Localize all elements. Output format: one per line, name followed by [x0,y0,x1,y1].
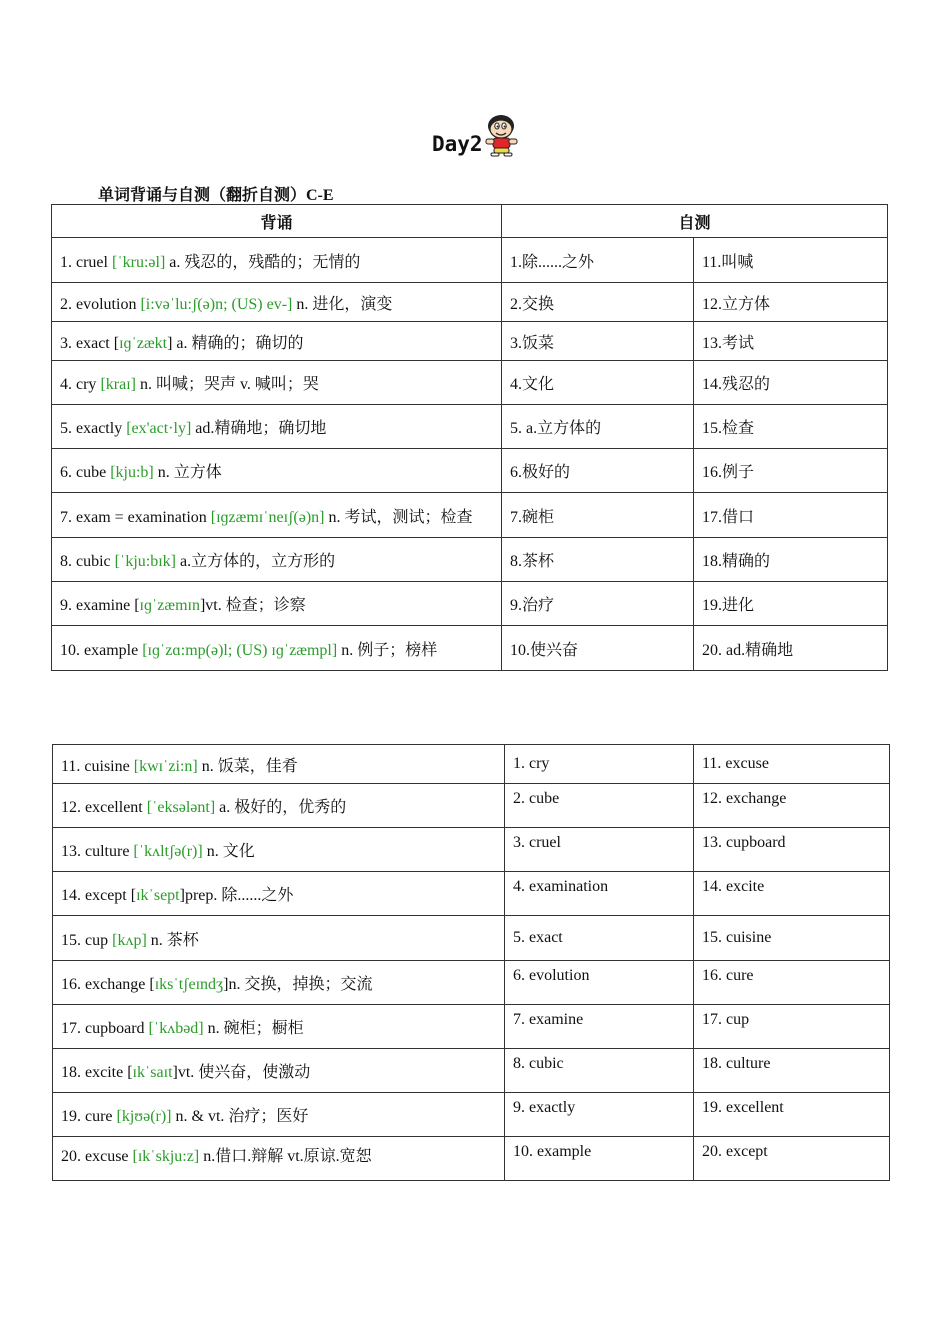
test-cell: 1. cry [505,745,694,784]
word-entry: 4. cry [kraɪ] n. 叫喊；哭声 v. 喊叫；哭 [52,361,502,405]
table-row [52,283,888,322]
test-cell: 3. cruel [505,828,694,872]
test-cell: 16. cure [694,961,890,1005]
test-cell: 15. cuisine [694,916,890,961]
table-header-row [52,205,888,238]
table-row [53,916,890,961]
test-cell: 17. cup [694,1005,890,1049]
header-self-test: 自测 [502,205,888,238]
table-row [53,1005,890,1049]
phonetic: [kʌp] [112,931,147,949]
phonetic: [ex'act·ly] [126,420,192,437]
header-recite: 背诵 [52,205,502,238]
table-row [52,493,888,538]
phonetic: [ˈkʌbəd] [148,1020,204,1037]
test-cell: 4.文化 [502,361,694,405]
table-row [53,1093,890,1137]
phonetic: ɪɡˈzæmɪn [139,597,200,614]
test-cell: 9. exactly [505,1093,694,1137]
test-cell: 10.使兴奋 [502,626,694,671]
word-entry: 9. examine [ɪɡˈzæmɪn]vt. 检查；诊察 [52,582,502,626]
phonetic: ɪɡˈzækt [119,334,168,352]
test-cell: 18. culture [694,1049,890,1093]
test-cell: 13.考试 [694,322,888,361]
word-entry: 16. exchange [ɪksˈtʃeɪndʒ]n. 交换，掉换；交流 [53,961,505,1005]
table-row [53,1137,890,1181]
table-row [52,449,888,493]
test-cell: 13. cupboard [694,828,890,872]
table-row [53,745,890,784]
test-cell: 12. exchange [694,784,890,828]
test-cell: 17.借口 [694,493,888,538]
test-cell: 3.饭菜 [502,322,694,361]
phonetic: [kraɪ] [100,376,136,393]
word-entry: 7. exam = examination [ɪɡzæmɪˈneɪʃ(ə)n] n. 考试，测试；检查 [52,493,502,538]
vocab-table-2 [52,744,890,1181]
word-entry: 20. excuse [ɪkˈskju:z] n.借口.辩解 vt.原谅.宽恕 [53,1137,505,1181]
phonetic: [ˈeksələnt] [146,799,216,816]
test-cell: 20. except [694,1137,890,1181]
word-entry: 19. cure [kjʊə(r)] n. & vt. 治疗；医好 [53,1093,505,1137]
test-cell: 19. excellent [694,1093,890,1137]
test-cell: 16.例子 [694,449,888,493]
table-row [53,1049,890,1093]
test-cell: 6. evolution [505,961,694,1005]
test-cell: 4. examination [505,872,694,916]
test-cell: 8. cubic [505,1049,694,1093]
test-cell: 5. exact [505,916,694,961]
word-entry: 12. excellent [ˈeksələnt] a. 极好的，优秀的 [53,784,505,828]
phonetic: [i:vəˈlu:ʃ(ə)n; (US) ev-] [140,295,293,313]
vocab-table-1 [51,204,888,671]
word-entry: 10. example [ɪɡˈzɑ:mp(ə)l; (US) ɪɡˈzæmpl] n. 例子；榜样 [52,626,502,671]
phonetic: [ˈkju:bɪk] [114,553,176,570]
phonetic: [kjʊə(r)] [116,1108,172,1125]
phonetic: [kju:b] [110,464,154,481]
phonetic: [ɪɡˈzɑ:mp(ə)l; (US) ɪɡˈzæmpl] [142,641,338,659]
test-cell: 8.茶杯 [502,538,694,582]
word-entry: 1. cruel [ˈkru:əl] a. 残忍的，残酷的；无情的 [52,238,502,283]
test-cell: 2. cube [505,784,694,828]
table-row [52,582,888,626]
test-cell: 12.立方体 [694,283,888,322]
table-row [53,784,890,828]
word-entry: 18. excite [ɪkˈsaɪt]vt. 使兴奋，使激动 [53,1049,505,1093]
word-entry: 14. except [ɪkˈsept]prep. 除......之外 [53,872,505,916]
test-cell: 7. examine [505,1005,694,1049]
test-cell: 11.叫喊 [694,238,888,283]
page-header [0,112,950,162]
test-cell: 20. ad.精确地 [694,626,888,671]
test-cell: 2.交换 [502,283,694,322]
table-row [52,361,888,405]
table-row [52,322,888,361]
word-entry: 13. culture [ˈkʌltʃə(r)] n. 文化 [53,828,505,872]
cartoon-boy-icon [480,112,524,158]
word-entry: 5. exactly [ex'act·ly] ad.精确地；确切地 [52,405,502,449]
word-entry: 8. cubic [ˈkju:bɪk] a.立方体的，立方形的 [52,538,502,582]
test-cell: 15.检查 [694,405,888,449]
table-row [53,872,890,916]
phonetic: ɪkˈsept [136,887,180,904]
table-row [53,961,890,1005]
table-row [53,828,890,872]
test-cell: 1.除......之外 [502,238,694,283]
test-cell: 11. excuse [694,745,890,784]
word-entry: 11. cuisine [kwɪˈzi:n] n. 饭菜，佳肴 [53,745,505,784]
phonetic: [kwɪˈzi:n] [133,757,198,775]
word-entry: 2. evolution [i:vəˈlu:ʃ(ə)n; (US) ev-] n. 进化，演变 [52,283,502,322]
test-cell: 6.极好的 [502,449,694,493]
phonetic: ɪksˈtʃeɪndʒ [154,976,224,993]
phonetic: [ɪkˈskju:z] [132,1148,200,1165]
table-row [52,626,888,671]
table-row [52,538,888,582]
page-title: Day2 [432,132,483,156]
table-row [52,238,888,283]
test-cell: 14.残忍的 [694,361,888,405]
word-entry: 15. cup [kʌp] n. 茶杯 [53,916,505,961]
test-cell: 18.精确的 [694,538,888,582]
test-cell: 5. a.立方体的 [502,405,694,449]
phonetic: [ɪɡzæmɪˈneɪʃ(ə)n] [210,508,325,526]
test-cell: 9.治疗 [502,582,694,626]
phonetic: ɪkˈsaɪt [132,1064,173,1081]
test-cell: 7.碗柜 [502,493,694,538]
word-entry: 6. cube [kju:b] n. 立方体 [52,449,502,493]
test-cell: 19.进化 [694,582,888,626]
section-subtitle: 单词背诵与自测（翻折自测）C-E [98,187,334,204]
phonetic: [ˈkʌltʃə(r)] [133,843,203,860]
test-cell: 10. example [505,1137,694,1181]
phonetic: [ˈkru:əl] [111,253,166,271]
word-entry: 3. exact [ɪɡˈzækt] a. 精确的；确切的 [52,322,502,361]
table-row [52,405,888,449]
test-cell: 14. excite [694,872,890,916]
word-entry: 17. cupboard [ˈkʌbəd] n. 碗柜；橱柜 [53,1005,505,1049]
